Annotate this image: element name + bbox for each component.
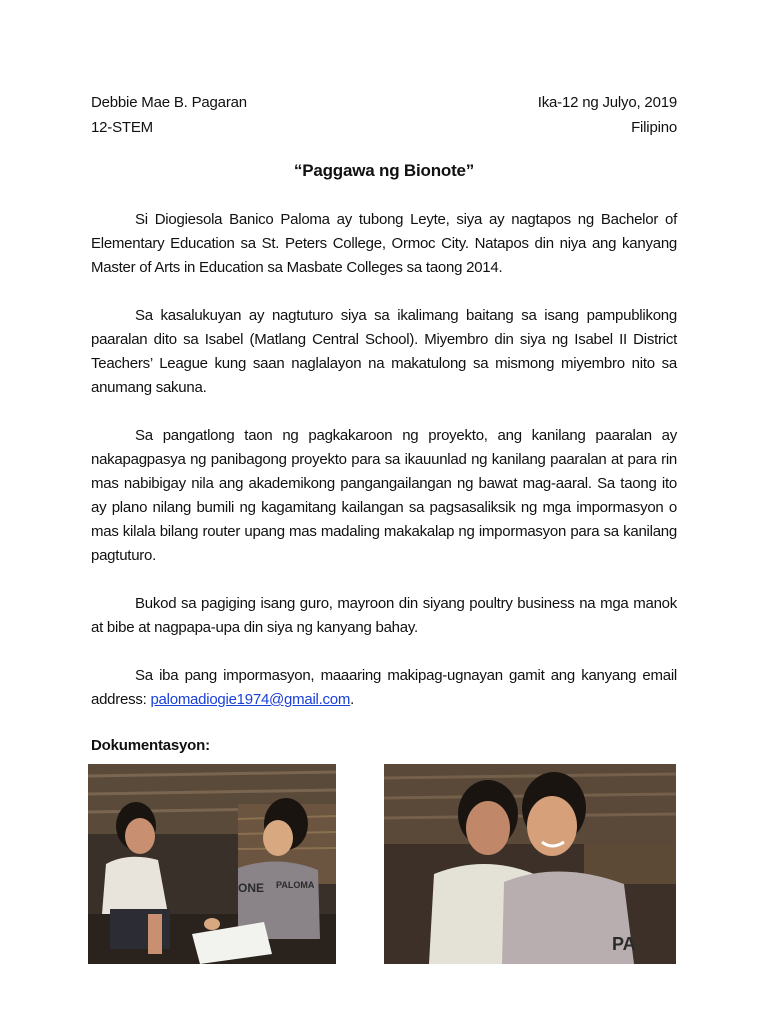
header-row-1 [91,94,677,111]
shirt-text-one: ONE [238,881,265,895]
shirt-text-paloma: PALOMA [276,880,315,890]
photo-interview [88,764,336,964]
paragraph-3: Sa pangatlong taon ng pagkakaroon ng proyekto, ang kanilang paaralan ay nakapagpasya ng panibagong proyekto para sa ikauunlad ng kanilang paaralan at para rin mas nabibigay nila ang akademikong pangangailangan ng bawat mag-aaral. Sa taong ito ay plano nilang bumili ng kagamitang kailangan sa pagsasaliksik ng mga impormasyon o mas kilala bilang router upang mas madaling makakalap ng impormasyon para sa kanilang pagtuturo. [91,427,677,564]
photo-selfie [384,764,676,964]
paragraph-1: Si Diogiesola Banico Paloma ay tubong Leyte, siya ay nagtapos ng Bachelor of Elementary Education sa St. Peters College, Ormoc City. Natapos din niya ang kanyang Master of Arts in Education sa Masbate Colleges sa taong 2014. [91,211,677,276]
subject: Filipino [631,119,677,136]
document-title: “Paggawa ng Bionote” [293,161,475,180]
photo-interview-image [88,764,336,964]
date: Ika-12 ng Julyo, 2019 [537,94,677,111]
paragraph-5-end: . [350,691,355,708]
photo-selfie-image [384,764,676,964]
paragraph-5-text: Sa iba pang impormasyon, maaaring makipag-ugnayan gamit ang kanyang email address: [91,667,677,708]
section: 12-STEM [91,119,153,136]
author-name: Debbie Mae B. Pagaran [91,94,247,111]
shirt-text-pa: PA [612,934,636,954]
header-row-2 [91,119,677,136]
paragraph-2: Sa kasalukuyan ay nagtuturo siya sa ikalimang baitang sa isang pampublikong paaralan dito sa Isabel (Matlang Central School). Miyembro din siya ng Isabel II District Teachers’ League kung saan naglalayon na makatulong sa mismong miyembro nito sa anumang sakuna. [91,307,677,396]
email-link[interactable]: palomadiogie1974@gmail.com [150,691,351,708]
paragraph-5 [91,664,677,712]
paragraph-4: Bukod sa pagiging isang guro, mayroon din siyang poultry business na mga manok at bibe at nagpapa-upa din siya ng kanyang bahay. [91,595,677,636]
documentation-label: Dokumentasyon: [91,737,210,754]
